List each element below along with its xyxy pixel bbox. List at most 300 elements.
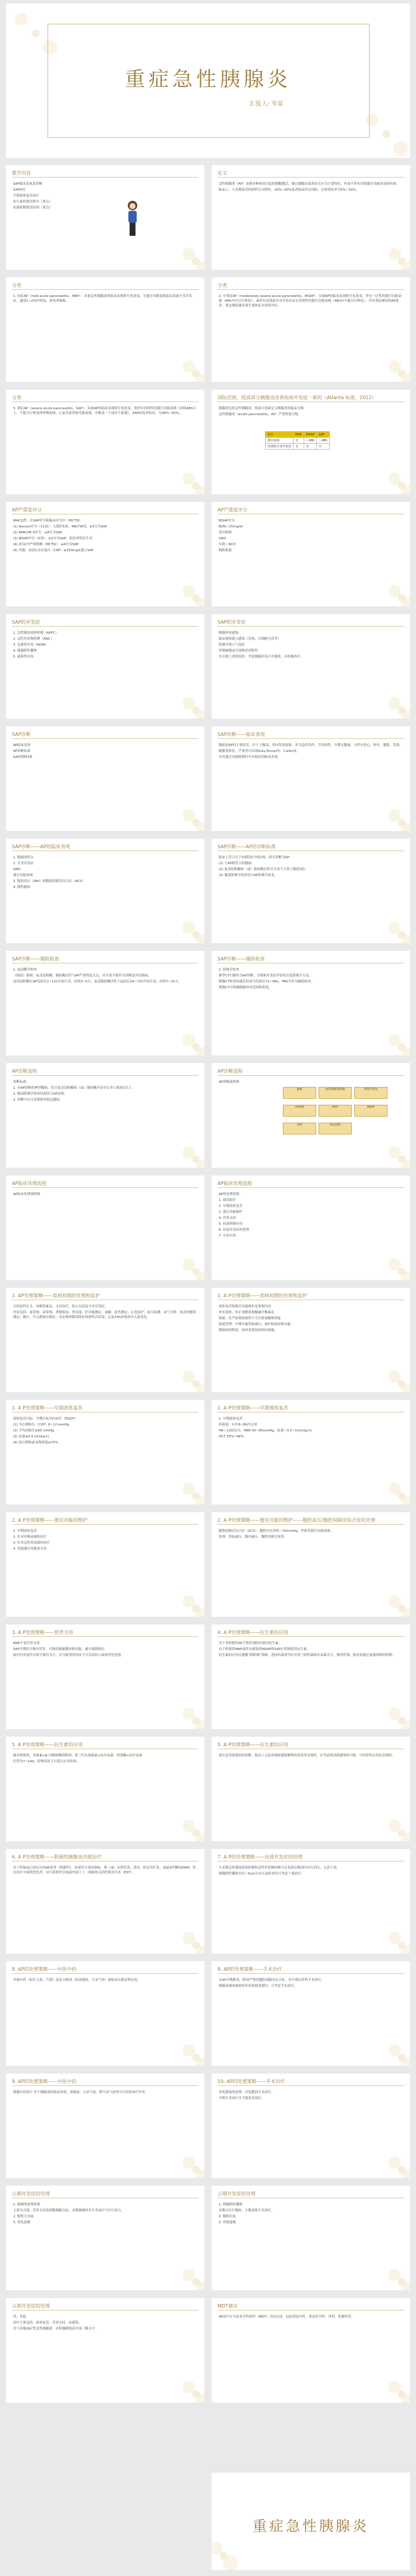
title-rule xyxy=(12,289,198,290)
slide-body xyxy=(13,406,197,417)
body-line: 补充液体，纠正电解质和酸碱平衡紊乱 xyxy=(219,1311,275,1314)
flow-box: 腹痛 xyxy=(283,1087,316,1099)
floral-ornament xyxy=(384,1478,410,1504)
slide-body xyxy=(13,1080,197,1104)
slide-body xyxy=(219,1753,403,1759)
body-line: (3) 尿量≥0.5 ml/(kg·h) xyxy=(13,1435,49,1439)
slide-body xyxy=(13,855,197,891)
body-line: 1. 早期液体复苏 xyxy=(13,1529,37,1533)
title-rule xyxy=(12,2310,198,2311)
body-line: 肠内营养途径以鼻空肠管为主，在可耐受的情况下可尝试经口或鼻胃管进食。 xyxy=(13,1654,125,1657)
cover-title: 重症急性胰腺炎 xyxy=(125,68,291,91)
title-rule xyxy=(218,626,404,627)
body-line: 4. 胰性脑病 xyxy=(13,886,30,889)
slide xyxy=(6,502,204,606)
body-line: 1. 血清酶学检查 xyxy=(13,968,37,972)
body-line: AP的处理原则： xyxy=(219,1193,243,1196)
floral-ornament xyxy=(178,356,204,382)
title-rule xyxy=(12,2085,198,2086)
slide-title: 1. A P处理策略——发病初期的处理和监护 xyxy=(218,1293,308,1298)
slide xyxy=(212,1849,410,1954)
slide-title: SAP诊断——临床表现 xyxy=(218,732,265,737)
body-line: 抗菌药物使用原则（重点） xyxy=(13,206,53,210)
slide-body xyxy=(219,1417,403,1440)
slide-body xyxy=(219,1192,403,1240)
slide-body xyxy=(219,2202,403,2226)
slide-body xyxy=(13,743,197,761)
body-line: 2. 急性坏死物积聚（ANC） xyxy=(13,637,54,641)
body-line: 胰腺炎包括急性胰腺炎，指南中更新定义胰腺炎的临床分级 xyxy=(219,407,304,410)
title-rule xyxy=(12,738,198,739)
slide-body xyxy=(219,1304,403,1334)
body-line: (2) APACHE II评分：≥8分为SAP xyxy=(13,531,62,535)
body-line: 疗程为7~14d，特殊情况下可延长应用时间。 xyxy=(13,1760,80,1763)
title-rule xyxy=(12,177,198,178)
body-line: 3. 诊断中应注意排除其他急腹症。 xyxy=(13,1098,63,1102)
floral-ornament xyxy=(178,468,204,494)
slide-title: 6. A P处理策略——胆源性胰腺炎内镜治疗 xyxy=(12,1854,102,1860)
slide-title: 分类 xyxy=(12,395,21,400)
body-line: (1) 中心静脉压（CVP）8~12 mmHg xyxy=(13,1423,70,1427)
body-line: (4) 改良CT严重指数（MCTSI）：≥4分为SAP xyxy=(13,543,79,546)
body-line: 对于怀疑或已经证实的AP患者（胆源性），如果符合重症指标，和（或）有胆管炎、黄疸、胆总管扩张，或最初判断是MAP，但在治疗中病情恶化者，应行鼻胆管引流或内镜下十二指肠乳头括约肌切开术（EST）。 xyxy=(13,1866,196,1875)
flow-box: 血淀粉酶/脂肪酶 xyxy=(319,1087,352,1099)
body-line: BISAP评分 xyxy=(219,519,235,523)
slide xyxy=(212,614,410,719)
body-line: HCT 35%~44% xyxy=(219,1435,244,1439)
floral-ornament xyxy=(384,2040,410,2066)
slide-body xyxy=(219,1641,403,1659)
title-rule xyxy=(218,2310,404,2311)
body-line: AP诊断流程图 xyxy=(219,1080,239,1084)
flow-box: 病因诊断 xyxy=(319,1123,352,1134)
body-line: 在出现上述情况时，考虑胰腺坏死合并感染，应积极治疗。 xyxy=(219,655,304,659)
table-cell: 有 xyxy=(317,444,330,450)
slide-title: AP临床处理流程 xyxy=(12,1181,47,1186)
body-line: 血清淀粉酶在AP发病后2~12h开始升高，持续3~5天；血清脂肪酶活性于起病后24~72h开始升高，持续7~10天。 xyxy=(13,980,182,984)
body-line: 3. 消化道瘘 xyxy=(13,2221,30,2224)
body-line: AP诊断标准 xyxy=(13,750,31,753)
body-line: 液体复苏目标：早期目标导向治疗（EGDT） xyxy=(13,1417,78,1421)
body-line: 1. 轻症AP（mild acute pancreatitis，MAP）：具备急性胰腺炎的临床表现和生化改变，无器官功能衰竭及局部或全身并发症，通常1~2周内恢复，病死率极低。 xyxy=(13,295,192,303)
floral-ornament xyxy=(178,1927,204,1954)
body-line: 对于胆源性MAP或伴有感染的MSAP和SAP应常规使用抗生素。 xyxy=(219,1648,310,1651)
table-cell: 有 xyxy=(304,444,317,450)
body-line: SAP临床表现及诊断 xyxy=(13,182,43,186)
body-line: 早期液体复苏治疗 xyxy=(13,194,40,198)
floral-ornament xyxy=(384,244,410,270)
body-line: 4. 胰腺假性囊肿 xyxy=(13,649,37,653)
floral-ornament xyxy=(178,693,204,719)
doctor-illustration xyxy=(125,201,140,238)
floral-ornament xyxy=(178,2152,204,2178)
slide-body xyxy=(219,1529,403,1541)
slide-body xyxy=(219,2315,403,2321)
slide-body xyxy=(219,406,403,418)
title-rule xyxy=(218,1075,404,1076)
body-line: 2. 腹腔出血 xyxy=(219,2215,236,2218)
slide xyxy=(212,1624,410,1729)
table-cell: 无 xyxy=(294,444,304,450)
floral-ornament xyxy=(384,1815,410,1841)
body-line: 液体复苏和器官功能维护是重要内容 xyxy=(219,1305,272,1308)
table-cell: 无 xyxy=(294,438,304,444)
slide-title: 国际范围，提高部分胰腺炎改善指南并发症一新的（Atlanta 标准，2012） xyxy=(218,395,377,400)
slide-body xyxy=(219,855,403,879)
body-line: 肠道管理：早期实施胃肠减压，保护肠道屏障功能。 xyxy=(219,1323,294,1326)
table-header-cell: MAP xyxy=(294,432,304,438)
body-line: 2. 早期液体复苏 xyxy=(219,1205,242,1208)
body-line: 并发器官功能障碍时可有相应的临床表现。 xyxy=(219,756,281,759)
body-line: 2. 影像学检查 xyxy=(219,968,239,972)
slide-title: AP严重度评分 xyxy=(12,507,42,513)
slide xyxy=(6,2074,204,2178)
slide xyxy=(6,951,204,1055)
body-line: 要注意真菌感染的诊断，临床上无法用细菌感染解释的发热等表现时，应考虑到真菌感染的可能，可经验性应用抗真菌药。 xyxy=(219,1754,396,1758)
floral-ornament xyxy=(384,2152,410,2178)
body-line: 胸腔积液 xyxy=(219,549,232,552)
body-line: 内容包括：血常规、尿常规、粪便隐血、肾功能、肝功能测定；血糖、血钙测定；心电监护；血压监测；血气分析；血清电解质测定；胸片；中心静脉压测定；动态观察腹部体征和肠鸣音改变；记录24h尿量和出入量变化。 xyxy=(13,1311,197,1319)
slide xyxy=(6,277,204,382)
slide xyxy=(212,1063,410,1168)
slide-title: SAP诊断——辅助检查 xyxy=(218,956,265,962)
body-line: 临床观察提示感染（发热、白细胞升高等） xyxy=(219,637,281,641)
slide xyxy=(212,2298,410,2403)
slide xyxy=(6,1175,204,1280)
slide-body xyxy=(219,2090,403,2102)
slide-title: 9. AP的处理策略——手术治疗 xyxy=(218,1967,282,1972)
body-line: 3. 针对急性肾衰竭的治疗 xyxy=(13,1541,50,1545)
body-line: 3. 器官功能维护 xyxy=(219,1210,242,1214)
body-line: 腹膜炎体征，严重者可出现Grey-Turner征、Cullen征。 xyxy=(219,750,300,753)
end-title: 重症急性胰腺炎 xyxy=(253,2518,369,2534)
body-line: 穿刺抽吸或引流物培养阳性 xyxy=(219,649,259,653)
slide-body xyxy=(13,1192,197,1198)
body-line: 1. 病因治疗 xyxy=(219,1199,236,1202)
slide-title: 4. A P处理策略——抗生素的应用 xyxy=(218,1630,289,1635)
slide xyxy=(6,1512,204,1617)
body-line: 碳青霉烯类、青霉素+β-内酰胺酶抑制剂、第三代头孢菌素+抗厌氧菌、喹诺酮+抗厌氧菌 xyxy=(13,1754,143,1758)
body-line: 单味中药（如生大黄、芒硝）及复方制剂（如清胰汤、大承气汤）被临床实践证明有效。 xyxy=(13,1978,141,1982)
body-line: 目的是纠正水、电解质紊乱，支持治疗，防止局部及全身并发症。 xyxy=(13,1305,108,1308)
body-line: 补液量：应在6~8h内完成 xyxy=(219,1423,257,1427)
slide-body xyxy=(219,1978,403,1990)
body-line: 1. 早期液体复苏 xyxy=(219,1417,242,1421)
floral-ornament xyxy=(178,1591,204,1617)
body-line: AP临床表现 xyxy=(13,744,31,747)
body-line: 胰腺CT检查的最佳时间为发病后72~96h，MRI可作为辅助检查。 xyxy=(219,980,314,984)
slide-body xyxy=(219,631,403,660)
body-line: 4. 其他器官功能的支持 xyxy=(13,1547,47,1551)
slide-body xyxy=(219,1866,403,1878)
body-line: 急性胰腺炎（AP）是指多种病因引起的胰酶激活，继以胰腺局部炎症反应为主要特征，伴或不伴有其他器官功能改变的疾病。 xyxy=(219,182,400,186)
body-line: MAP急性：在SAP评分和临床评分中（MCTSI） xyxy=(13,519,83,523)
slide-body xyxy=(13,1304,197,1321)
title-rule xyxy=(218,2085,404,2086)
body-line: SIRS xyxy=(13,868,21,871)
slide-title: 5. A P处理策略——抗生素的应用 xyxy=(12,1742,83,1747)
body-line: 腹腔间隔室综合征（ACS）：腹腔内压持续＞20mmHg，伴新发器官功能衰竭。 xyxy=(219,1529,334,1533)
slide-title: SAP的并发症 xyxy=(12,619,40,625)
body-line: 3. 重症AP（severe acute pancreatitis，SAP）：具备AP的临床表现和生化改变，须伴有持续性的器官功能衰竭（持续48h以上、不能自行恢复的呼吸系统、心血管或肾脏功能衰竭，可累及一个或多个脏器），SAP病死率较高，为36%~50%。 xyxy=(13,407,196,415)
floral-ornament xyxy=(384,1254,410,1280)
title-rule xyxy=(12,1524,198,1525)
floral-ornament xyxy=(384,1029,410,1055)
body-line: 1. 胰瘘的处理原则 xyxy=(13,2203,40,2207)
body-line: 多数可自行吸收，少数需要手术治疗。 xyxy=(219,2209,275,2212)
body-line: 根据病情程度、病因需要选择相应措施。 xyxy=(219,1329,278,1332)
slide xyxy=(6,1961,204,2066)
body-line: 临床上符合以下3项特征中的2项，即可诊断为AP： xyxy=(219,856,293,859)
slide-body xyxy=(13,1753,197,1765)
slide xyxy=(6,2186,204,2290)
floral-ornament xyxy=(178,1142,204,1168)
body-line: 对于高脂血症性急性胰腺炎，应积极降低血甘油三酯水平。 xyxy=(13,2327,99,2331)
floral-ornament xyxy=(384,917,410,943)
floral-ornament xyxy=(178,1703,204,1729)
slide-title: 2. A P处理策略——器官功能的维护——腹腔高压/腹腔间隔室综合征的处理 xyxy=(218,1518,376,1523)
body-line: 对于非胆源性AP不推荐预防性使用抗生素。 xyxy=(219,1642,282,1645)
slide-body xyxy=(219,294,403,309)
slide xyxy=(6,1400,204,1504)
slide-title: SAP诊断——辅助检查 xyxy=(12,956,59,962)
slide-title: 云期并发症的处理 xyxy=(218,2191,256,2196)
slide-title: AP严重度评分 xyxy=(218,507,248,513)
body-line: SAP诊断标准 xyxy=(13,756,33,759)
slide xyxy=(6,1849,204,1954)
slide-body xyxy=(13,182,197,211)
body-line: 治疗主要包括：液体复苏、营养支持、抗感染。 xyxy=(13,2321,82,2325)
body-line: 急性胰腺炎（acute pancreatitis，AP）严重程度分级 xyxy=(219,413,298,416)
body-line: 2. 针对呼吸衰竭的治疗 xyxy=(13,1535,47,1539)
slide-title: SAP诊断——AP的诊断标准 xyxy=(218,844,276,849)
floral-ornament xyxy=(178,2376,204,2403)
floral-ornament xyxy=(384,2264,410,2290)
floral-ornament xyxy=(384,1927,410,1954)
slide-title: AP临床处理流程 xyxy=(218,1181,253,1186)
floral-ornament xyxy=(384,580,410,606)
slide xyxy=(212,726,410,831)
flow-box: SAP xyxy=(283,1123,316,1134)
body-line: MAP不需营养支持 xyxy=(13,1642,40,1645)
slide-body xyxy=(13,1978,197,1984)
body-line: 1. 有AP诊断的典型腹痛，结合血清淀粉酶和（或）脂肪酶升高至正常上限3倍以上； xyxy=(13,1086,135,1090)
body-line: 3. 包裹性坏死（WON） xyxy=(13,643,49,647)
slide-title: 1. A P处理策略——早期液体复苏 xyxy=(12,1405,83,1411)
body-line: 坏死感染的处理：首选微创手术治疗。 xyxy=(219,2091,275,2094)
body-line: 胰腺坏死感染： xyxy=(219,631,242,635)
slide-title: 9. AP的处理策略——中医中药 xyxy=(12,2079,77,2084)
floral-ornament xyxy=(384,2376,410,2403)
body-line: 3. 腹腔高压（IAH）和腹腔间隔室综合征（ACS） xyxy=(13,880,86,883)
body-line: 1. 急性胰周液体积聚（APFC） xyxy=(13,631,59,635)
body-line: AP临床处理流程图 xyxy=(13,1193,40,1196)
slide-body xyxy=(13,631,197,660)
slide xyxy=(6,1624,204,1729)
body-line: 3. 胃肠道瘘 xyxy=(219,2221,236,2224)
slide xyxy=(212,2186,410,2290)
slide-body xyxy=(13,519,197,554)
slide xyxy=(212,502,410,606)
slide-body xyxy=(13,2315,197,2332)
floral-ornament xyxy=(384,1366,410,1392)
slide-body xyxy=(13,1529,197,1553)
slide-title: 云期并发症的处理 xyxy=(12,2191,50,2196)
body-line: 影像学提示气泡征 xyxy=(219,643,245,647)
slide xyxy=(6,726,204,831)
body-line: 1. 腹痛的特点 xyxy=(13,856,34,859)
slide-title: 8. AP的处理策略——中医中药 xyxy=(12,1967,77,1972)
floral-ornament xyxy=(212,2538,241,2570)
slide xyxy=(6,390,204,494)
body-line: 增强CT可明确胰腺坏死范围和程度。 xyxy=(219,986,272,990)
floral-ornament xyxy=(384,693,410,719)
body-line: 抗生素的应用应遵循“降阶梯”策略，选择抗菌谱为针对革兰阴性菌和厌氧菌为主、脂溶性强、能有效通过血胰屏障的药物。 xyxy=(219,1654,396,1657)
body-line: 在AP早期阶段，除因严重的腹腔间隔室综合征，均不建议外科手术治疗。 xyxy=(219,1978,324,1982)
title-rule xyxy=(12,1973,198,1974)
cover-slide xyxy=(6,4,410,158)
slide-body xyxy=(13,1417,197,1446)
slide-body xyxy=(219,182,403,194)
slide-title: 分类 xyxy=(218,283,227,288)
body-line: 1. 胰腺假性囊肿 xyxy=(219,2203,242,2207)
slide xyxy=(212,1737,410,1841)
body-line: 2. 腹部影像学检查结果符合AP表现； xyxy=(13,1092,68,1096)
slide-body xyxy=(219,968,403,991)
body-line: (3) BISAP评分（5项）：≥3分为SAP，病死率明显升高 xyxy=(13,537,93,541)
slide-title: SAP诊断 xyxy=(12,732,31,737)
body-line: 7. 中医中药 xyxy=(219,1234,236,1238)
slide xyxy=(212,839,410,943)
table-cell: 器官衰竭 xyxy=(266,438,294,444)
body-line: 推荐CT扫描作为AP诊断、分级和并发症评估的首选影像学方法。 xyxy=(219,974,313,978)
slide-title: 云期并发症的处理 xyxy=(12,2303,50,2309)
slide xyxy=(6,1288,204,1392)
title-rule xyxy=(12,626,198,627)
slide-title: 1. A P处理策略——早期液体复苏 xyxy=(218,1405,289,1411)
body-line: SAP治疗 xyxy=(13,188,26,192)
floral-ornament xyxy=(384,1703,410,1729)
slide-body xyxy=(13,1866,197,1876)
title-rule xyxy=(218,1187,404,1188)
slide-title: 2. A P处理策略——器官功能的维护 xyxy=(12,1518,88,1523)
body-line: (1) 与AP相符合的腹痛； xyxy=(219,862,255,865)
floral-ornament xyxy=(178,805,204,831)
body-line: 处理：胃肠减压、腹内减压、腹腔穿刺引流等。 xyxy=(219,1535,288,1539)
slide-body xyxy=(13,2202,197,2226)
table-cell: ＜48h xyxy=(304,438,317,444)
slide xyxy=(6,165,204,270)
flow-box: MAP xyxy=(319,1105,352,1117)
body-line: 年龄＞60岁 xyxy=(219,543,236,546)
table-cell: 局部或全身并发症 xyxy=(266,444,294,450)
slide xyxy=(212,1175,410,1280)
slide-title: SAP的并发症 xyxy=(218,619,246,625)
floral-ornament xyxy=(384,468,410,494)
body-line: 抗生素的使用指导（重点） xyxy=(13,200,53,204)
cover-presenter: 汇报人: 岑某 xyxy=(250,101,283,108)
title-rule xyxy=(12,1075,198,1076)
floral-ornament xyxy=(178,1254,204,1280)
body-line: 6. 局部并发症的处理 xyxy=(219,1228,249,1232)
slide xyxy=(212,2074,410,2178)
title-rule xyxy=(218,738,404,739)
body-line: SIRS xyxy=(219,537,226,541)
body-line: (3) 腹部影像学检查符合AP影像学改变。 xyxy=(219,874,278,877)
slide xyxy=(6,1737,204,1841)
slide xyxy=(212,1400,410,1504)
body-line: AP治疗应当由多学科协作（MDT）共同完成，包括消化内科、重症医学科、外科、影像科等。 xyxy=(219,2315,355,2319)
title-rule xyxy=(218,1973,404,1974)
body-line: 临床上，大多数患者的病程呈自限性，20%~30%患者临床经过凶险，总体病死率为5%~10%。 xyxy=(219,188,360,192)
floral-ornament xyxy=(384,1142,410,1168)
title-rule xyxy=(12,1187,198,1188)
body-line: 2. 中重症AP（moderately severe acute pancreatitis，MSAP）：具备AP的临床表现和生化改变，伴有一过性的器官功能衰竭（48h内可自行恢复），或伴有局部或全身并发症而无持续性的器官功能衰竭（48h内不能自行恢复）。对有重症倾向的AP患者，要定期监测各项生命体征并持续评估。 xyxy=(219,295,402,308)
floral-ornament xyxy=(178,580,204,606)
body-line: 早期手术治疗并不能改善预后。 xyxy=(219,2097,265,2100)
floral-ornament xyxy=(178,1366,204,1392)
body-line: 5. 抗菌药物应用 xyxy=(219,1222,242,1226)
slide xyxy=(212,390,410,494)
floral-ornament xyxy=(384,356,410,382)
slide-title: 3. A P处理策略——营养支持 xyxy=(12,1630,74,1635)
end-slide xyxy=(212,2473,410,2570)
body-line: 2. 全身并发症 xyxy=(13,862,34,865)
body-line: 主要为引流、营养支持及抑制胰腺分泌。多数胰瘘经非手术治疗可自行闭合。 xyxy=(13,2209,125,2212)
floral-ornament xyxy=(178,244,204,270)
slide xyxy=(6,2298,204,2403)
body-line: 《指南》强调：血清淀粉酶、脂肪酶活性与AP严重程度无关，其升高不能作为诊断及评估指标。 xyxy=(13,974,152,978)
slide-title: AP诊断流程 xyxy=(12,1069,37,1074)
title-rule xyxy=(218,1636,404,1637)
title-rule xyxy=(218,289,404,290)
table-cell: ＞48h xyxy=(317,438,330,444)
floral-ornament xyxy=(178,2264,204,2290)
floral-ornament xyxy=(178,1029,204,1055)
slide-body xyxy=(13,294,197,305)
slide-body xyxy=(13,968,197,985)
body-line: (1) Ranson评分（11项）：入院时5项，48h内6项，≥3分为SAP xyxy=(13,525,108,529)
body-line: HR＜120次/分，MAP 65~85mmHg，尿量＞0.5~1ml/(kg·h) xyxy=(219,1429,312,1433)
slide xyxy=(212,165,410,270)
body-line: 2. 腹腔大出血 xyxy=(13,2215,34,2218)
body-line: 意识障碍 xyxy=(219,531,232,535)
body-line: 胰腺中药治疗 对于胰腺炎的临床表现，清胰汤、大承气汤、柴芍承气汤等可以发挥治疗作用。 xyxy=(13,2091,149,2094)
slide-title: AP诊断流程 xyxy=(218,1069,243,1074)
body-line: 大多数急性胰周液体积聚和急性坏死物积聚可在发病后数周内自行消失，无需干预。 xyxy=(219,1866,340,1870)
body-line: 腹痛是AP的主要症状，位于上腹部，常向背部放射，多为急性发作，呈持续性，少数无腹痛。可伴有恶心、呕吐、腹胀、发热。 xyxy=(219,744,403,747)
flow-box: AP诊断 xyxy=(283,1105,316,1117)
floral-ornament xyxy=(384,805,410,831)
slide-body xyxy=(219,519,403,554)
slide xyxy=(6,1063,204,1168)
body-line: BUN＞25mg/dl xyxy=(219,525,243,529)
floral-ornament xyxy=(178,1815,204,1841)
body-line: SAP早期给予肠内营养，可维持肠黏膜屏障功能，减少细菌移位。 xyxy=(13,1648,108,1651)
slide xyxy=(212,1961,410,2066)
table-header-cell: SAP xyxy=(317,432,330,438)
slide-title: MDT建议 xyxy=(218,2303,238,2309)
slide-title: 7. A P的处理策略——局部并发症的处理 xyxy=(218,1854,303,1860)
slide-title: 分类 xyxy=(12,283,21,288)
slide xyxy=(6,614,204,719)
body-line: (2) 血清淀粉酶和（或）脂肪酶活性至少高于正常上限值3倍； xyxy=(219,868,308,871)
floral-ornament xyxy=(178,2040,204,2066)
body-line: (5) 其他：血清C反应蛋白（CRP）≥150mg/L提示SAP xyxy=(13,549,94,552)
floral-ornament xyxy=(384,1591,410,1617)
slide xyxy=(212,1288,410,1392)
slide-title: 定义 xyxy=(218,170,227,176)
